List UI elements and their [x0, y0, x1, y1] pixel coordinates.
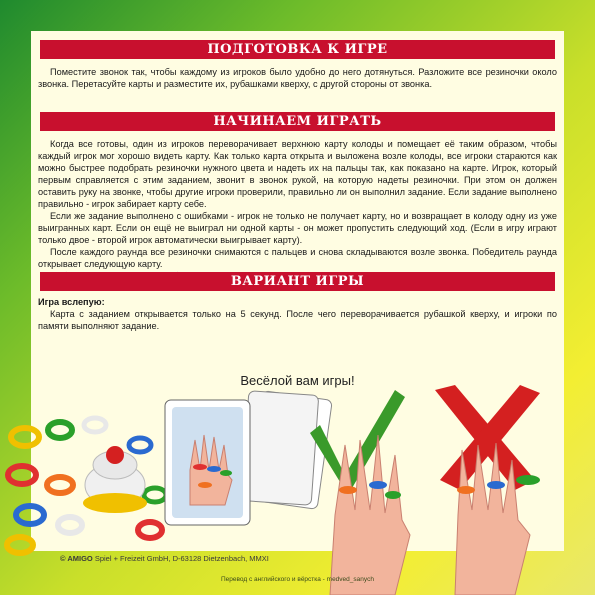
- start-text: [38, 138, 557, 282]
- variant-text: [38, 296, 557, 332]
- preparation-paragraph: Поместите звонок так, чтобы каждому из игроков было удобно до него дотянуться. Разложите все резиночки около звонка. Перетасуйте карты и разместите их, рубашками кверху, с другой стороны от звонка.: [38, 67, 557, 89]
- start-paragraph-3: После каждого раунда все резиночки снимаются с пальцев и снова складываются возле звонка. Победитель раунда открывает следующую карту.: [38, 247, 557, 269]
- start-paragraph-2: Если же задание выполнено с ошибками - игрок не только не получает карту, но и возвращает в колоду одну из уже выигранных карт. Если он ещё не выиграл ни одной карты - он может пропустить следующий ход. (Если в игру играют только двое - второй игрок автоматически выигрывает карту).: [38, 211, 557, 245]
- bell-icon: [83, 446, 147, 513]
- section-title-start: НАЧИНАЕМ ИГРАТЬ: [40, 112, 555, 131]
- cross-mark-icon: [435, 385, 540, 490]
- game-illustration: [0, 385, 595, 595]
- closing-wish: Весёлой вам игры!: [240, 373, 355, 388]
- company-info: Spiel + Freizeit GmbH, D-63128 Dietzenbach, MMXI: [92, 554, 269, 563]
- section-title-variant: ВАРИАНТ ИГРЫ: [40, 272, 555, 291]
- translator-credit: Перевод с английского и вёрстка - medved_sanych: [220, 576, 374, 583]
- preparation-text: [38, 66, 557, 90]
- variant-paragraph: Карта с заданием открывается только на 5 секунд. После чего переворачивается рубашкой кверху, и игроки по памяти выполняют задание.: [38, 309, 557, 331]
- correct-hand: [330, 435, 410, 595]
- game-cards: [165, 391, 332, 525]
- variant-subtitle: Игра вслепую:: [38, 297, 105, 307]
- copyright-notice: [60, 554, 269, 563]
- section-title-preparation: ПОДГОТОВКА К ИГРЕ: [40, 40, 555, 59]
- start-paragraph-1: Когда все готовы, один из игроков переворачивает верхнюю карту колоды и помещает её таким образом, чтобы каждый игрок мог хорошо видеть карту. Как только карта открыта и выложена возле колоды, все игроки стараются как можно быстрее подобрать резиночки нужного цвета и надеть их на пальцы так, как показано на карте. Игрок, который первым справляется с этим заданием, звонит в звонок рукой, на которую надеты резиночки. При этом он должен оставить руку на звонке, чтобы другие игроки проверили, правильно ли он выполнил задание. Если задание выполнено правильно - игрок забирает карту себе.: [38, 139, 557, 209]
- amigo-brand: © AMIGO: [60, 554, 93, 563]
